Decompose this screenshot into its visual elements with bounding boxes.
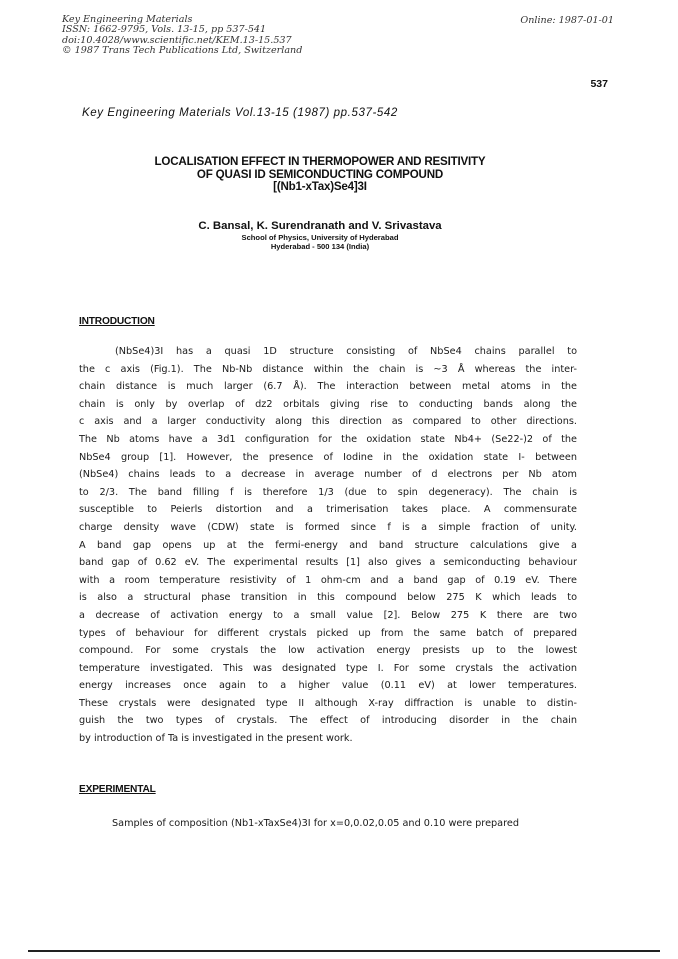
body-line: is also a structural phase transition in this compound below 275 K which leads to — [79, 592, 577, 604]
body-line: chain is only by overlap of dz2 orbitals giving rise to conducting bands along the — [79, 398, 577, 410]
body-line: the c axis (Fig.1). The Nb-Nb distance within the chain is ~3 Å whereas the inter- — [79, 363, 577, 375]
body-line: chain distance is much larger (6.7 Å). The interaction between metal atoms in the — [79, 381, 577, 393]
body-line: c axis and a larger conductivity along this direction as compared to other directions. — [79, 416, 577, 428]
header-journal: Key Engineering Materials — [62, 14, 193, 25]
body-line: (NbSe4)3I has a quasi 1D structure consisting of NbSe4 chains parallel to — [115, 346, 577, 357]
header-copyright: © 1987 Trans Tech Publications Ltd, Switzerland — [62, 45, 303, 57]
body-line: band gap of 0.62 eV. The experimental results [1] also gives a semiconducting behaviour — [79, 557, 577, 569]
experimental-first-line: Samples of composition (Nb1-xTaxSe4)3I for x=0,0.02,0.05 and 0.10 were prepared — [112, 818, 519, 829]
body-line: with a room temperature resistivity of 1 ohm-cm and a band gap of 0.19 eV. There — [79, 574, 577, 586]
body-line: charge density wave (CDW) state is formed since f is a simple fraction of unity. — [79, 521, 577, 533]
footer-rule — [28, 950, 660, 952]
introduction-body — [79, 343, 577, 748]
paper-title — [0, 156, 640, 194]
body-line: (NbSe4) chains leads to a decrease in average number of d electrons per Nb atom — [79, 469, 577, 481]
page-number: 537 — [590, 78, 608, 90]
online-date: Online: 1987-01-01 — [520, 15, 614, 26]
affiliation — [0, 234, 640, 251]
body-line: a decrease of activation energy to a small value [2]. Below 275 K there are two — [79, 609, 577, 621]
body-line: types of behaviour for different crystals picked up from the same batch of prepared — [79, 627, 577, 639]
body-line: susceptible to Peierls distortion and a trimerisation takes place. A commensurate — [79, 504, 577, 516]
header-doi[interactable]: doi:10.4028/www.scientific.net/KEM.13-15.537 — [62, 34, 292, 46]
title-line-3: [(Nb1-xTax)Se4]3I — [273, 180, 367, 194]
body-line: A band gap opens up at the fermi-energy and band structure calculations give a — [79, 539, 577, 551]
experimental-heading: EXPERIMENTAL — [79, 784, 156, 795]
body-line: temperature investigated. This was designated type I. For some crystals the activation — [79, 662, 577, 674]
affiliation-line-1: School of Physics, University of Hyderabad — [241, 233, 399, 242]
body-line: These crystals were designated type II although X-ray diffraction is unable to distin- — [79, 697, 577, 709]
citation-header — [62, 15, 302, 57]
body-line: to 2/3. The band filling f is therefore 1/3 (due to spin degeneracy). The chain is — [79, 486, 577, 498]
affiliation-line-2: Hyderabad - 500 134 (India) — [270, 241, 370, 251]
title-line-1: LOCALISATION EFFECT IN THERMOPOWER AND RESITIVITY — [154, 155, 486, 168]
body-line: The Nb atoms have a 3d1 configuration for the oxidation state Nb4+ (Se22-)2 of the — [79, 433, 577, 445]
authors: C. Bansal, K. Surendranath and V. Srivastava — [198, 220, 442, 232]
body-line: NbSe4 group [1]. However, the presence of Iodine in the oxidation state I- between — [79, 451, 577, 463]
body-line: energy increases once again to a higher value (0.11 eV) at lower temperatures. — [79, 680, 577, 692]
body-line: guish the two types of crystals. The effect of introducing disorder in the chain — [79, 715, 577, 727]
journal-line: Key Engineering Materials Vol.13-15 (1987) pp.537-542 — [82, 107, 398, 119]
header-issn: ISSN: 1662-9795, Vols. 13-15, pp 537-541 — [62, 24, 267, 36]
title-line-2: OF QUASI ID SEMICONDUCTING COMPOUND — [196, 167, 444, 181]
introduction-heading: INTRODUCTION — [79, 316, 155, 327]
body-line: by introduction of Ta is investigated in the present work. — [79, 733, 353, 745]
body-line: compound. For some crystals the low activation energy presists up to the lowest — [79, 645, 577, 657]
